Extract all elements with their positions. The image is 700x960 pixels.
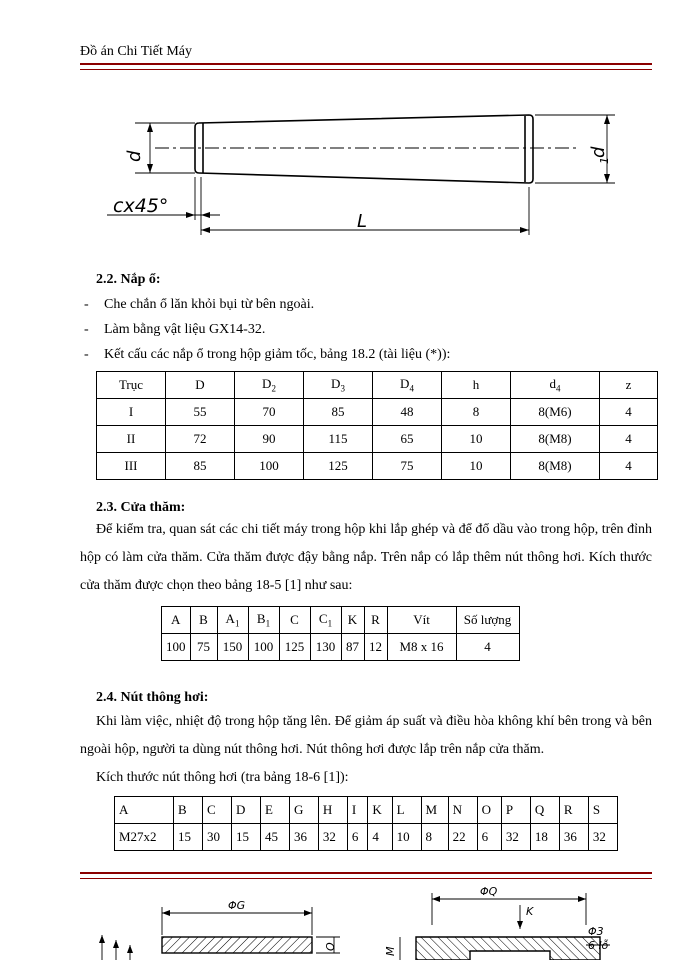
dim-label-L: L xyxy=(357,211,368,232)
dim-label-d: d xyxy=(124,150,145,162)
bullet-item: - Kết cấu các nắp ổ trong hộp giảm tốc, bảng 18.2 (tài liệu (*)): xyxy=(84,347,451,362)
section-2-3-heading: 2.3. Cửa thăm: xyxy=(96,500,186,515)
section-2-3-paragraph: Để kiểm tra, quan sát các chi tiết máy trong hộp khi lắp ghép và để đổ dầu vào trong hộp, trên đỉnh hộp có làm cửa thăm. Cửa thăm được đậy bằng nắp. Trên nắp có lắp thêm nút thông hơi. Kích thước cửa thăm được chọn theo bảng 18-5 [1] như sau: xyxy=(80,522,652,593)
dim-label-K: K xyxy=(526,905,534,918)
section-2-2-heading: 2.2. Nắp ổ: xyxy=(96,272,161,287)
dim-label-phi3: Φ3 xyxy=(588,925,604,938)
table-row: 100 75 150 100 125 130 87 12 M8 x 16 4 xyxy=(162,634,520,661)
dim-label-G: ΦG xyxy=(228,899,246,912)
table-row: II 72 90 115 65 10 8(M8) 4 xyxy=(97,426,658,453)
table-row: I 55 70 85 48 8 8(M6) 4 xyxy=(97,399,658,426)
taper-pin-drawing xyxy=(95,105,625,245)
bullet-item: - Che chắn ổ lăn khỏi bụi từ bên ngoài. xyxy=(84,297,315,312)
page-header-title: Đồ án Chi Tiết Máy xyxy=(80,44,193,59)
vent-plug-table xyxy=(114,796,618,851)
dim-label-d1-sub: 1 xyxy=(598,157,611,164)
section-2-4-paragraph: Khi làm việc, nhiệt độ trong hộp tăng lên. Để giảm áp suất và điều hòa không khí bên trong và bên ngoài hộp, người ta dùng nút thông hơi. Nút thông hơi được lắp trên nắp cửa thăm. xyxy=(80,714,652,757)
dim-label-holes: 6 lỗ xyxy=(588,939,609,952)
dim-label-O: O xyxy=(324,942,337,951)
table-header-row: Trục D $D_2$ $D_3$ $D_4$ h $d_4$ z xyxy=(97,372,658,399)
vent-plug-drawing xyxy=(80,885,652,960)
dim-label-d1: d xyxy=(588,146,609,158)
bullet-item: - Làm bằng vật liệu GX14-32. xyxy=(84,322,266,337)
table-header-row: A B $A_1$ $B_1$ C $C_1$ K R Vít Số lượng xyxy=(162,607,520,634)
section-2-4-table-caption: Kích thước nút thông hơi (tra bảng 18-6 [1]): xyxy=(96,770,349,785)
table-row: III 85 100 125 75 10 8(M8) 4 xyxy=(97,453,658,480)
header-rule xyxy=(80,63,652,70)
bearing-cap-table xyxy=(96,371,658,480)
table-header-row: A B C D E G H I K L M N O P Q R S xyxy=(115,797,618,824)
section-2-4-heading: 2.4. Nút thông hơi: xyxy=(96,690,209,705)
dim-label-cx45: cx45° xyxy=(113,195,169,217)
inspection-door-table xyxy=(161,606,520,661)
footer-rule xyxy=(80,872,652,879)
dim-label-Q: ΦQ xyxy=(480,885,498,898)
table-row: M27x2 15 30 15 45 36 32 6 4 10 8 22 6 32 18 36 32 xyxy=(115,824,618,851)
dim-label-M: M xyxy=(384,946,397,956)
